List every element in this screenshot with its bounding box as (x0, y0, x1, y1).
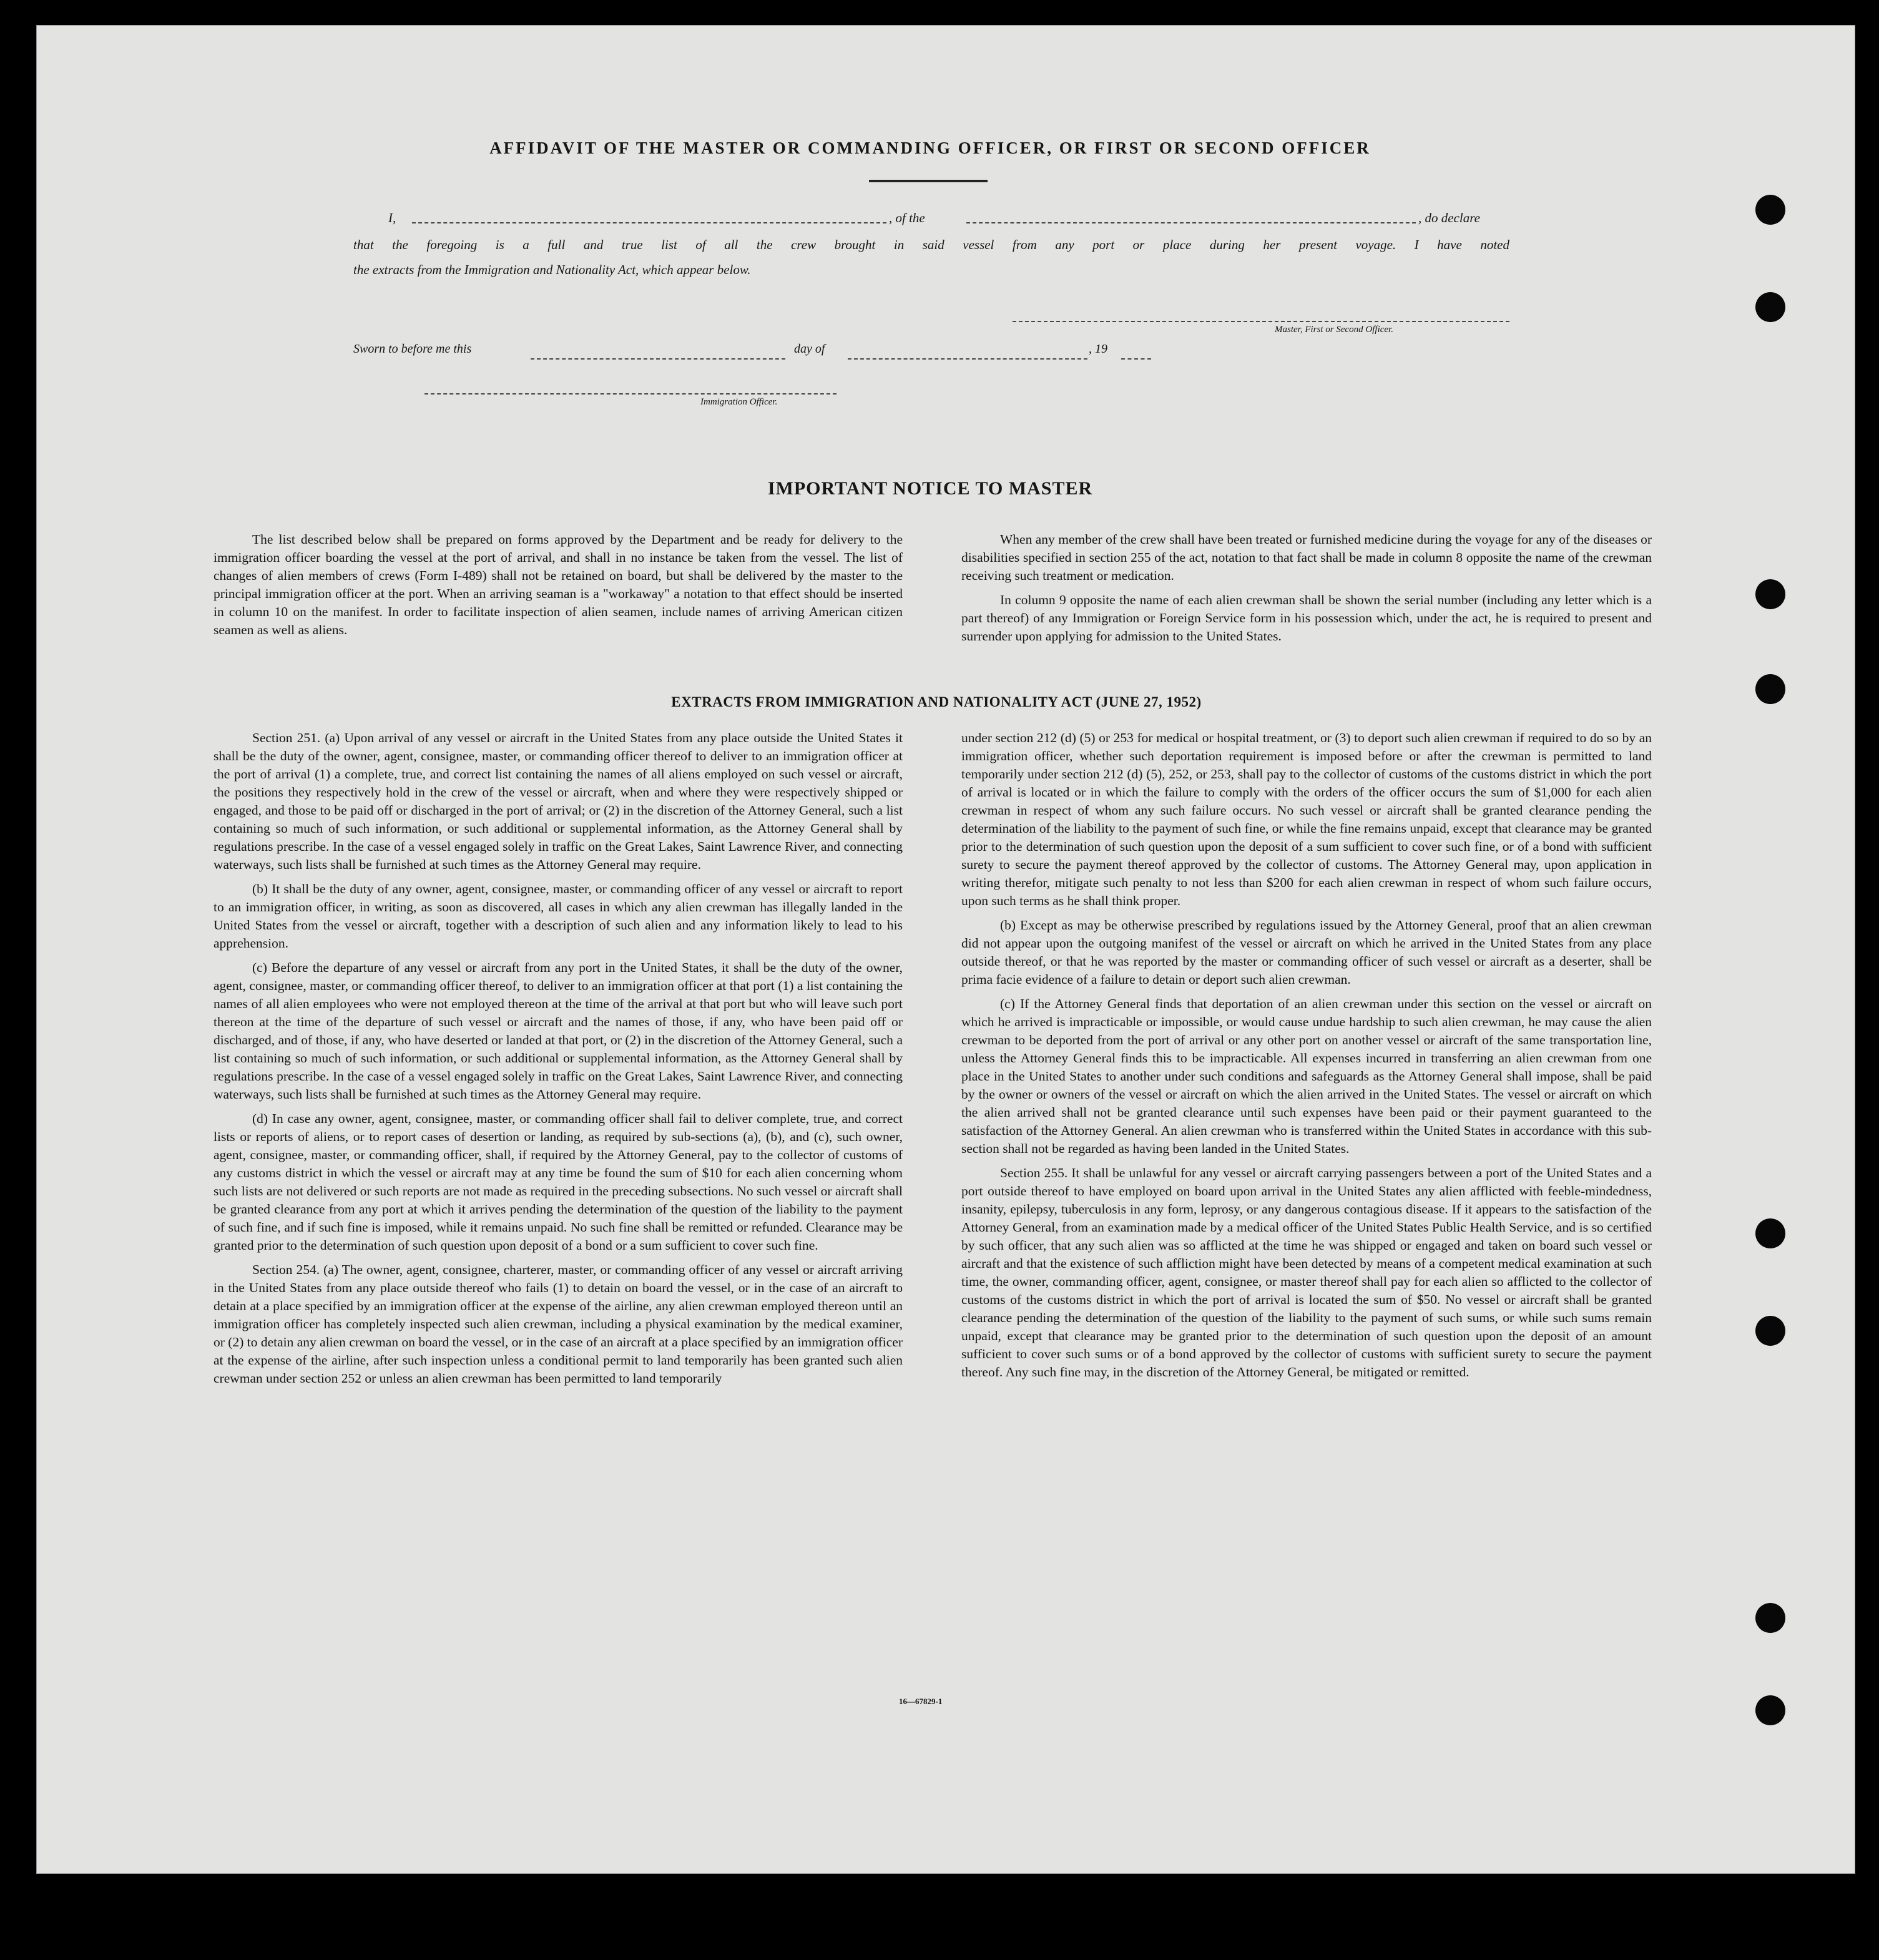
notice-left-column (213, 531, 903, 645)
statute-paragraph: (c) If the Attorney General finds that deportation of an alien crewman under this section on the vessel or aircraft on which he arrived is impracticable or impossible, or would cause undue hardship to such alien crewman, he may cause the alien crewman to be deported from the port of arrival or any other port on another vessel or aircraft of the same transportation line, unless the Attorney General finds this to be impracticable. All expenses incurred in transferring an alien crewman from one place in the United States to another under such conditions and safeguards as the Attorney General shall impose, shall be paid by the owner or owners of the vessel or aircraft on which the alien arrived in the United States. The vessel or aircraft on which the alien arrived shall not be granted clearance until such expenses have been paid or their payment guaranteed to the satisfaction of the Attorney General. An alien crewman who is transferred within the United States in accordance with this sub-section shall not be regarded as having been landed in the United States. (961, 996, 1652, 1156)
punch-hole (1755, 195, 1785, 225)
sworn-label: Sworn to before me this (353, 342, 472, 356)
punch-hole (1755, 674, 1785, 704)
notice-paragraph: The list described below shall be prepared on forms approved by the Department and be ready for delivery to the immigration officer boarding the vessel at the port of arrival, and shall in no instance be taken from the vessel. The list of changes of alien members of crews (Form I-489) shall not be retained on board, but shall be delivered by the master to the principal immigration officer at the port. When an arriving seaman is a "workaway" a notation to that effect should be inserted in column 10 on the manifest. In order to facilitate inspection of alien seamen, include names of arriving American citizen seamen as well as aliens. (213, 532, 903, 637)
extracts-right-column (961, 729, 1652, 1388)
punch-hole (1755, 1603, 1785, 1633)
statute-paragraph: (c) Before the departure of any vessel or aircraft from any port in the United States, it shall be the duty of the owner, agent, consignee, master, or commanding officer thereof, to deliver to an immigration officer at that port (1) a list containing the names of all alien employees who were not employed thereon at the time of the arrival at that port but who will leave such port thereon at the time of the departure of such vessel or aircraft and the names of those, if any, who have been paid off or discharged, and of those, if any, who have deserted or landed at that port, or (2) in the discretion of the Attorney General, such a list containing so much of such information, or such additional or supplemental information, as the Attorney General shall by regulations prescribe. In the case of a vessel engaged solely in traffic on the Great Lakes, Saint Lawrence River, and connecting waterways, such lists shall be furnished at such times as the Attorney General may require. (213, 960, 903, 1102)
notice-paragraph: In column 9 opposite the name of each alien crewman shall be shown the serial number (including any letter which is a part thereof) of any Immigration or Foreign Service form in his possession which, under the act, he is required to present and surrender upon applying for admission to the United States. (961, 592, 1652, 644)
do-declare-label: , do declare (1418, 210, 1480, 225)
affidavit-title: AFFIDAVIT OF THE MASTER OR COMMANDING OFFICER, OR FIRST OR SECOND OFFICER (489, 139, 1371, 157)
notice-right-column (961, 531, 1652, 652)
notice-paragraph: When any member of the crew shall have been treated or furnished medicine during the voyage for any of the diseases or disabilities specified in section 255 of the act, notation to that fact shall be made in column 8 opposite the name of the crewman receiving such treatment or medication. (961, 532, 1652, 583)
punch-hole (1755, 579, 1785, 609)
punch-hole (1755, 1695, 1785, 1725)
punch-hole (1755, 1218, 1785, 1248)
vessel-blank[interactable] (966, 222, 1416, 223)
statute-paragraph: (b) Except as may be otherwise prescribed by regulations issued by the Attorney General, proof that an alien crewman did not appear upon the outgoing manifest of the vessel or aircraft on which he arrived in the United States from any place outside thereof, or that he was reported by the master or commanding officer of such vessel or aircraft as a deserter, shall be prima facie evidence of a failure to detain or deport such alien crewman. (961, 918, 1652, 987)
statute-paragraph: (d) In case any owner, agent, consignee, master, or commanding officer shall fail to deliver complete, true, and correct lists or reports of aliens, or to report cases of desertion or landing, as required by sub-sections (a), (b), and (c), such owner, agent, consignee, master, or commanding officer, shall, if required by the Attorney General, pay to the collector of customs of any customs district in which the vessel or aircraft may at any time be found the sum of $10 for each alien concerning whom such lists are not delivered or such reports are not made as required in the preceding subsections. No such vessel or aircraft shall be granted clearance from any port at which it arrives pending the determination of the question of the liability to the payment of such fine, and if such fine is imposed, while it remains unpaid. No such fine shall be remitted or refunded. Clearance may be granted prior to the determination of such question upon deposit of a bond or a sum sufficient to cover such fine. (213, 1111, 903, 1253)
master-signature-line[interactable] (1013, 321, 1509, 322)
declaration-line-1: that the foregoing is a full and true list of all the crew brought in said vessel from any port or place during her present voyage. I have noted (353, 237, 1509, 252)
extracts-heading: EXTRACTS FROM IMMIGRATION AND NATIONALITY ACT (JUNE 27, 1952) (671, 694, 1202, 710)
i-label: I, (388, 210, 396, 225)
officer-signature-label: Immigration Officer. (700, 397, 778, 407)
of-the-label: , of the (889, 210, 925, 225)
officer-signature-line[interactable] (424, 393, 836, 394)
sworn-day-blank[interactable] (531, 358, 785, 360)
sworn-month-blank[interactable] (848, 358, 1087, 360)
sworn-year-blank[interactable] (1121, 358, 1151, 360)
extracts-left-column (213, 729, 903, 1394)
master-signature-label: Master, First or Second Officer. (1275, 325, 1393, 335)
day-of-label: day of (794, 342, 825, 356)
name-blank[interactable] (412, 222, 886, 223)
statute-paragraph: Section 254. (a) The owner, agent, consignee, charterer, master, or commanding officer of any vessel or aircraft arriving in the United States from any place outside thereof who fails (1) to detain on board the vessel, or in the case of an aircraft to detain at a place specified by an immigration officer at the expense of the airline, any alien crewman employed thereon until an immigration officer has completely inspected such alien crewman, including a physical examination by the medical examiner, or (2) to detain any alien crewman on board the vessel, or in the case of an aircraft at a place specified by an immigration officer at the expense of the airline, after such inspection unless a conditional permit to land temporarily has been granted such alien crewman under section 252 or unless an alien crewman has been permitted to land temporarily (213, 1262, 903, 1386)
statute-paragraph: (b) It shall be the duty of any owner, agent, consignee, master, or commanding officer of any vessel or aircraft to report to an immigration officer, in writing, as soon as discovered, all cases in which any alien crewman has illegally landed in the United States from the vessel or aircraft, together with a description of such alien and any information likely to lead to his apprehension. (213, 881, 903, 951)
punch-hole (1755, 1316, 1785, 1346)
notice-heading: IMPORTANT NOTICE TO MASTER (767, 478, 1093, 499)
statute-continuation: under section 212 (d) (5) or 253 for medical or hospital treatment, or (3) to deport such alien crewman if required to do so by an immigration officer, whether such deportation requirement is imposed before or after the crewman is permitted to land temporarily under section 212 (d) (5), 252, or 253, shall pay to the collector of customs of the customs district in which the port of arrival is located or in which the failure to comply with the orders of the officer occurs the sum of $1,000 for each alien crewman in respect of whom any such failure occurs. No such vessel or aircraft shall be granted clearance pending the determination of the liability to the payment of such fine, or while the fine remains unpaid, except that clearance may be granted prior to the determination of such question upon the deposit of a sum sufficient to cover such fine, or of a bond with sufficient surety to secure the payment thereof approved by the collector of customs. The Attorney General may, upon application in writing therefor, mitigate such penalty to not less than $200 for each alien crewman in respect of whom such failure occurs, upon such terms as he shall think proper. (961, 730, 1652, 908)
form-code: 16—67829-1 (899, 1697, 943, 1706)
punch-hole (1755, 292, 1785, 322)
year-label: , 19 (1089, 342, 1107, 356)
title-underline (869, 180, 988, 182)
declaration-line-2: the extracts from the Immigration and Nationality Act, which appear below. (353, 262, 751, 277)
statute-paragraph: Section 255. It shall be unlawful for any vessel or aircraft carrying passengers between a port of the United States and a port outside thereof to have employed on board upon arrival in the United States any alien afflicted with feeble-mindedness, insanity, epilepsy, tuberculosis in any form, leprosy, or any dangerous contagious disease. If it appears to the satisfaction of the Attorney General, from an examination made by a medical officer of the United States Public Health Service, and is so certified by such officer, that any such alien was so afflicted at the time he was shipped or engaged and taken on board such vessel or aircraft and that the existence of such affliction might have been detected by means of a competent medical examination at such time, the owner, commanding officer, agent, consignee, or master thereof shall pay for each alien so afflicted to the collector of customs of the customs district in which the port of arrival is located the sum of $50. No vessel or aircraft shall be granted clearance pending the determination of the question of the liability to the payment of such sums, or while such sums remain unpaid, except that clearance may be granted prior to the determination of such question upon the deposit of an amount sufficient to cover such sums or of a bond approved by the collector of customs with sufficient surety to secure the payment thereof. Any such fine may, in the discretion of the Attorney General, be mitigated or remitted. (961, 1165, 1652, 1379)
statute-paragraph: Section 251. (a) Upon arrival of any vessel or aircraft in the United States from any place outside the United States it shall be the duty of the owner, agent, consignee, master, or commanding officer thereof to deliver to an immigration officer at the port of arrival (1) a complete, true, and correct list containing the names of all aliens employed on such vessel or aircraft, the positions they respectively hold in the crew of the vessel or aircraft, when and where they were respectively shipped or engaged, and those to be paid off or discharged in the port of arrival; or (2) in the discretion of the Attorney General, such a list containing so much of such information, or such additional or supplemental information, as the Attorney General shall by regulations prescribe. In the case of a vessel engaged solely in traffic on the Great Lakes, Saint Lawrence River, and connecting waterways, such lists shall be furnished at such times as the Attorney General may require. (213, 730, 903, 872)
